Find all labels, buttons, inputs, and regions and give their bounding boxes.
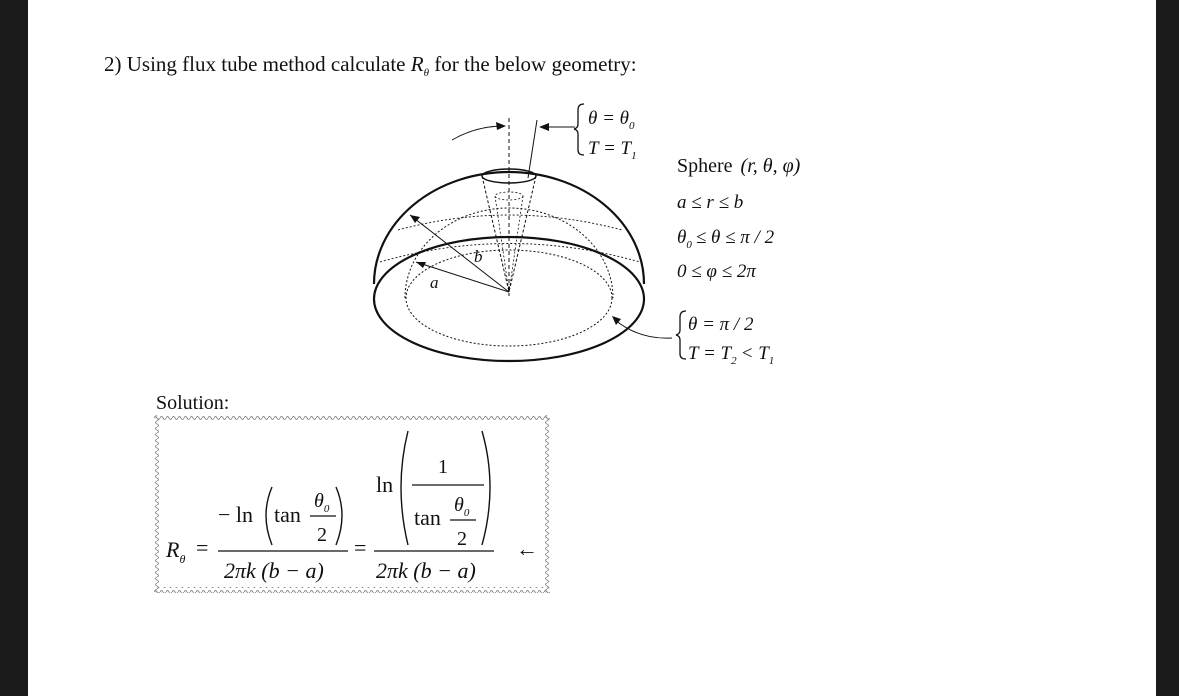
ln-2: ln <box>376 472 394 497</box>
formula-svg <box>154 415 550 595</box>
phi-range: 0 ≤ φ ≤ 2π <box>677 261 756 282</box>
bottom-boundary-brace <box>676 311 686 359</box>
border-right <box>544 415 550 593</box>
question-text-before: Using flux tube method calculate <box>126 52 406 76</box>
denominator-2: 2πk (b − a) <box>376 558 476 583</box>
two-1: 2 <box>317 524 327 546</box>
bottom-leader-line <box>615 320 672 338</box>
equals-1: = <box>196 535 209 560</box>
one-2: 1 <box>438 456 448 478</box>
radius-a-arrowhead <box>416 262 426 268</box>
bottom-boundary-line1: θ = π / 2 <box>688 314 754 335</box>
question-number: 2) <box>104 52 122 76</box>
tan-2: tan <box>414 505 441 530</box>
sphere-info-line: Sphere (r, θ, φ) <box>677 155 801 177</box>
top-right-arrowhead <box>539 123 549 131</box>
two-2: 2 <box>457 528 467 550</box>
label-a: a <box>430 273 439 292</box>
cone-line-inner-right <box>509 196 523 292</box>
result-arrow: ← <box>516 536 538 561</box>
paren-open-2 <box>401 431 408 545</box>
border-bottom <box>154 587 550 593</box>
question-text-after: for the below geometry: <box>434 52 637 76</box>
top-left-arrowhead <box>496 122 506 130</box>
theta-range: $\theta_0 \le \theta \le \pi / 2$ <box>677 227 775 251</box>
outer-base-ellipse <box>374 237 644 361</box>
solution-formula-box <box>154 415 550 595</box>
equals-2: = <box>354 535 367 560</box>
inner-base-ellipse <box>406 250 612 346</box>
latitude-band-2 <box>398 215 622 230</box>
question-symbol: R <box>410 52 424 76</box>
denominator-1: 2πk (b − a) <box>224 558 324 583</box>
r-range: a ≤ r ≤ b <box>677 192 744 213</box>
border-top <box>154 415 550 421</box>
top-cap-leader-line <box>528 120 537 178</box>
bottom-boundary-line2: $T = T_2 < T_1$ <box>688 343 775 367</box>
theta0-1: $\theta_0$ <box>314 490 330 515</box>
label-b: b <box>474 247 483 266</box>
paren-close-2 <box>482 431 490 545</box>
top-boundary-line2: $T = T_1$ <box>588 138 637 162</box>
question-symbol-sub: θ <box>423 67 429 80</box>
theta0-2: $\theta_0$ <box>454 494 470 519</box>
cone-line-inner-left <box>495 196 509 292</box>
top-left-arrow <box>452 126 504 140</box>
paren-close-1 <box>336 487 342 545</box>
cone-line-right <box>509 176 536 292</box>
top-boundary-line1: $\theta = \theta_0$ <box>588 108 635 132</box>
paren-open-1 <box>266 487 272 545</box>
border-left <box>154 415 160 593</box>
neg-ln: − ln <box>218 502 254 527</box>
tan-1: tan <box>274 502 301 527</box>
top-boundary-brace <box>574 104 584 155</box>
lhs-symbol: $R_\theta$ <box>166 537 186 566</box>
solution-label: Solution: <box>156 392 230 414</box>
